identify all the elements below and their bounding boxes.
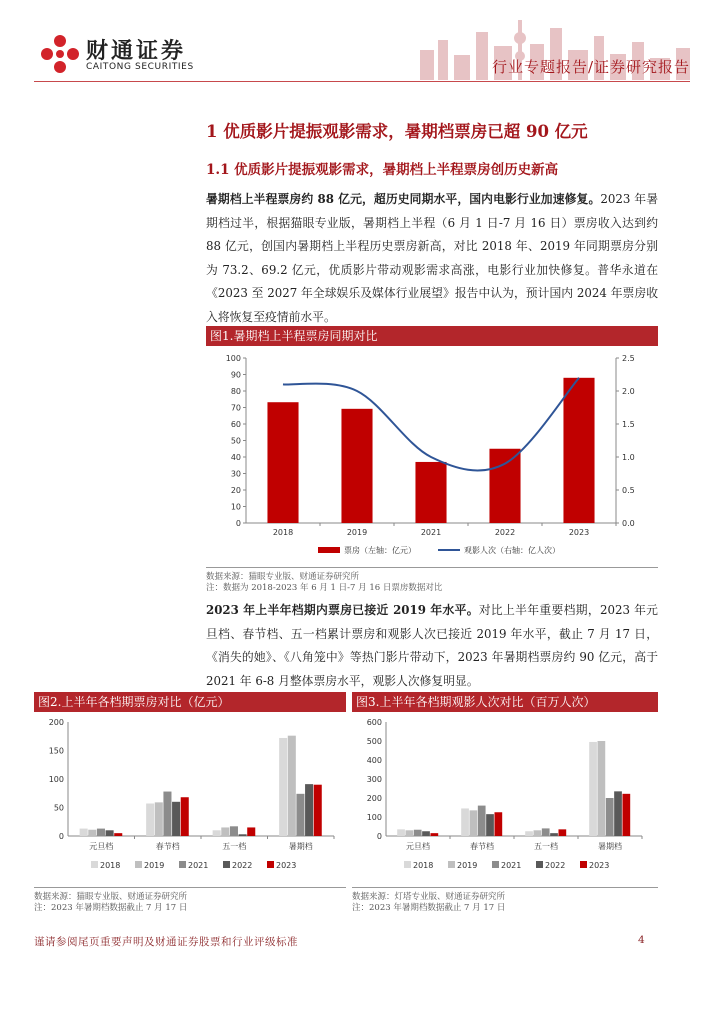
bar-2021-五一档 — [230, 826, 238, 836]
bar-2021-春节档 — [163, 792, 171, 836]
x-tick-label: 2023 — [568, 528, 590, 537]
legend-swatch-2018 — [91, 861, 98, 868]
y-tick-label: 0 — [58, 832, 64, 841]
legend-label-2022: 2022 — [545, 861, 566, 870]
x-tick-label: 五一档 — [222, 842, 247, 851]
figure-3-chart — [352, 714, 658, 884]
x-tick-label: 2021 — [420, 528, 442, 537]
bar-2021-暑期档 — [296, 794, 304, 836]
paragraph-2-body: 对比上半年重要档期，2023 年元旦档、春节档、五一档累计票房和观影人次已接近 2019 年水平，截止 7 月 17 日，《消失的她》、《八角笼中》等热门影片带动下，2023 年暑期档票房约 90 亿元，高于 2021 年 6-8 月整体票房水平，观影人次修复明显。 — [206, 603, 658, 688]
logo-icon — [40, 34, 80, 74]
figure-1-source: 数据来源：猫眼专业版、财通证券研究所 — [206, 572, 360, 582]
y-tick-label: 70 — [230, 403, 241, 413]
y2-tick-label: 0.5 — [622, 486, 635, 495]
bar-2019-五一档 — [221, 827, 229, 836]
y-tick-label: 80 — [230, 387, 241, 396]
legend-label-2023: 2023 — [276, 861, 297, 870]
x-tick-label: 元旦档 — [89, 842, 114, 851]
bar-2021-春节档 — [478, 806, 486, 836]
legend-label-2019: 2019 — [144, 861, 165, 870]
bar-2019-五一档 — [534, 830, 542, 836]
y-tick-label: 20 — [230, 486, 241, 495]
legend-label-2022: 2022 — [232, 861, 253, 870]
bar-2022-元旦档 — [106, 830, 114, 836]
legend-label-2023: 2023 — [589, 861, 610, 870]
figure-1-chart — [206, 348, 658, 566]
bar-box-office-2021 — [415, 462, 446, 523]
y-tick-label: 0 — [376, 832, 382, 841]
paragraph-1 — [206, 188, 658, 329]
figure-2-title: 图2.上半年各档期票房对比（亿元） — [34, 692, 346, 712]
bar-2022-暑期档 — [614, 791, 622, 836]
y-tick-label: 0 — [235, 519, 241, 528]
y-tick-label: 200 — [366, 794, 382, 803]
bar-2022-春节档 — [486, 814, 494, 836]
x-tick-label: 元旦档 — [406, 842, 430, 851]
legend-label-2018: 2018 — [100, 861, 121, 870]
bar-2018-五一档 — [213, 830, 221, 836]
bar-2022-五一档 — [239, 834, 247, 836]
bar-2021-五一档 — [542, 828, 550, 836]
figure-2-rule — [34, 887, 346, 888]
y-tick-label: 100 — [225, 354, 241, 363]
x-tick-label: 2022 — [494, 528, 516, 537]
figure-1-rule — [206, 567, 658, 568]
bar-2021-元旦档 — [414, 830, 422, 836]
y-tick-label: 90 — [230, 370, 241, 380]
legend-label-2019: 2019 — [457, 861, 478, 870]
legend-label-box-office: 票房（左轴：亿元） — [344, 546, 416, 555]
y2-tick-label: 2.0 — [622, 387, 635, 396]
figure-2-chart — [34, 714, 346, 884]
y2-tick-label: 1.5 — [622, 420, 635, 429]
figure-3-note: 注：2023 年暑期档数据截止 7 月 17 日 — [352, 903, 506, 913]
figure-2-source: 数据来源：猫眼专业版、财通证券研究所 — [34, 892, 188, 902]
bar-2019-元旦档 — [88, 830, 96, 836]
bar-2018-元旦档 — [80, 829, 88, 836]
logo-chinese-name: 财通证券 — [86, 39, 187, 64]
y-tick-label: 50 — [53, 803, 64, 813]
bar-2023-元旦档 — [114, 833, 122, 836]
y-tick-label: 100 — [366, 813, 382, 822]
bar-2019-春节档 — [155, 802, 163, 836]
bar-box-office-2019 — [341, 409, 372, 523]
figure-1-note: 注：数据为 2018-2023 年 6 月 1 日-7 月 16 日票房数据对比 — [206, 583, 443, 593]
line-admissions — [283, 378, 579, 471]
bar-2022-暑期档 — [305, 784, 313, 836]
legend-swatch-2021 — [492, 861, 499, 868]
bar-2022-春节档 — [172, 802, 180, 836]
paragraph-1-body: 2023 年暑期档过半，根据猫眼专业版，暑期档上半程（6 月 1 日-7 月 16 日）票房收入达到约 88 亿元，创国内暑期档上半程历史票房新高，对比 2018 年、2019 年同期票房分别为 73.2、69.2 亿元，优质影片带动观影需求高涨，电影行业加快修复。普华永道在《2023 至 2027 年全球娱乐及媒体行业展望》报告中认为，预计国内 2024 年票房收入将恢复至疫情前水平。 — [206, 192, 658, 324]
bar-2018-暑期档 — [589, 742, 597, 836]
bar-2023-五一档 — [558, 829, 566, 836]
bar-2019-春节档 — [470, 810, 478, 836]
y-tick-label: 60 — [230, 420, 241, 429]
legend-label-2018: 2018 — [413, 861, 434, 870]
legend-swatch-2019 — [448, 861, 455, 868]
report-type: 行业专题报告/证券研究报告 — [491, 58, 690, 76]
legend-swatch-2018 — [404, 861, 411, 868]
bar-2023-元旦档 — [430, 833, 438, 836]
y-tick-label: 500 — [366, 737, 382, 746]
legend-label-2021: 2021 — [188, 861, 209, 870]
y-tick-label: 10 — [230, 502, 241, 512]
page-number: 4 — [638, 934, 645, 946]
legend-swatch-2023 — [267, 861, 274, 868]
bar-2021-元旦档 — [97, 829, 105, 836]
paragraph-2 — [206, 599, 658, 693]
logo-english-name: CAITONG SECURITIES — [86, 62, 194, 72]
y-tick-label: 40 — [230, 453, 241, 462]
figure-3-title: 图3.上半年各档期观影人次对比（百万人次） — [352, 692, 658, 712]
bar-2023-暑期档 — [314, 785, 322, 836]
bar-2022-元旦档 — [422, 831, 430, 836]
y-tick-label: 400 — [366, 756, 382, 765]
bar-2023-春节档 — [181, 797, 189, 836]
bar-box-office-2018 — [267, 402, 298, 523]
y-tick-label: 100 — [48, 775, 64, 784]
bar-box-office-2022 — [489, 449, 520, 523]
header-divider — [34, 81, 690, 82]
bar-2018-五一档 — [525, 831, 533, 836]
bar-2023-暑期档 — [622, 794, 630, 836]
bar-2018-春节档 — [461, 808, 469, 836]
y-tick-label: 600 — [366, 718, 382, 727]
bar-2018-暑期档 — [279, 738, 287, 836]
bar-2023-春节档 — [494, 812, 502, 836]
figure-1-title: 图1.暑期档上半程票房同期对比 — [206, 326, 658, 346]
legend-swatch-2019 — [135, 861, 142, 868]
y2-tick-label: 2.5 — [622, 354, 635, 363]
bar-2021-暑期档 — [606, 798, 614, 836]
figure-2-note: 注：2023 年暑期档数据截止 7 月 17 日 — [34, 903, 188, 913]
y-tick-label: 30 — [230, 469, 241, 479]
x-tick-label: 2019 — [346, 528, 368, 537]
x-tick-label: 春节档 — [155, 842, 180, 851]
section-heading: 1 优质影片提振观影需求，暑期档票房已超 90 亿元 — [206, 122, 588, 141]
x-tick-label: 暑期档 — [288, 842, 313, 851]
x-tick-label: 五一档 — [534, 842, 558, 851]
y-tick-label: 150 — [48, 746, 64, 756]
subsection-heading: 1.1 优质影片提振观影需求，暑期档上半程票房创历史新高 — [206, 162, 559, 178]
bar-2023-五一档 — [247, 827, 255, 836]
figure-3-rule — [352, 887, 658, 888]
bar-2019-暑期档 — [288, 736, 296, 836]
x-tick-label: 2018 — [272, 528, 294, 537]
legend-swatch-2022 — [223, 861, 230, 868]
legend-label-admissions: 观影人次（右轴：亿人次） — [464, 546, 560, 555]
y-tick-label: 200 — [48, 718, 64, 727]
footer-disclaimer: 谨请参阅尾页重要声明及财通证券股票和行业评级标准 — [34, 936, 298, 948]
paragraph-2-lead: 2023 年上半年档期内票房已接近 2019 年水平。 — [206, 603, 479, 617]
bar-2019-元旦档 — [406, 830, 414, 836]
paragraph-1-lead: 暑期档上半程票房约 88 亿元，超历史同期水平，国内电影行业加速修复。 — [206, 192, 601, 206]
legend-swatch-2022 — [536, 861, 543, 868]
legend-swatch-box-office — [318, 547, 340, 553]
y-tick-label: 50 — [230, 436, 241, 446]
bar-2022-五一档 — [550, 833, 558, 836]
bar-2018-元旦档 — [397, 829, 405, 836]
legend-swatch-2023 — [580, 861, 587, 868]
legend-swatch-2021 — [179, 861, 186, 868]
x-tick-label: 暑期档 — [598, 842, 622, 851]
x-tick-label: 春节档 — [470, 842, 494, 851]
y-tick-label: 300 — [366, 775, 382, 784]
y2-tick-label: 0.0 — [622, 519, 635, 528]
bar-box-office-2023 — [563, 378, 594, 523]
figure-3-source: 数据来源：灯塔专业版、财通证券研究所 — [352, 892, 506, 902]
bar-2018-春节档 — [146, 804, 154, 836]
bar-2019-暑期档 — [598, 741, 606, 836]
y2-tick-label: 1.0 — [622, 453, 635, 462]
legend-label-2021: 2021 — [501, 861, 522, 870]
